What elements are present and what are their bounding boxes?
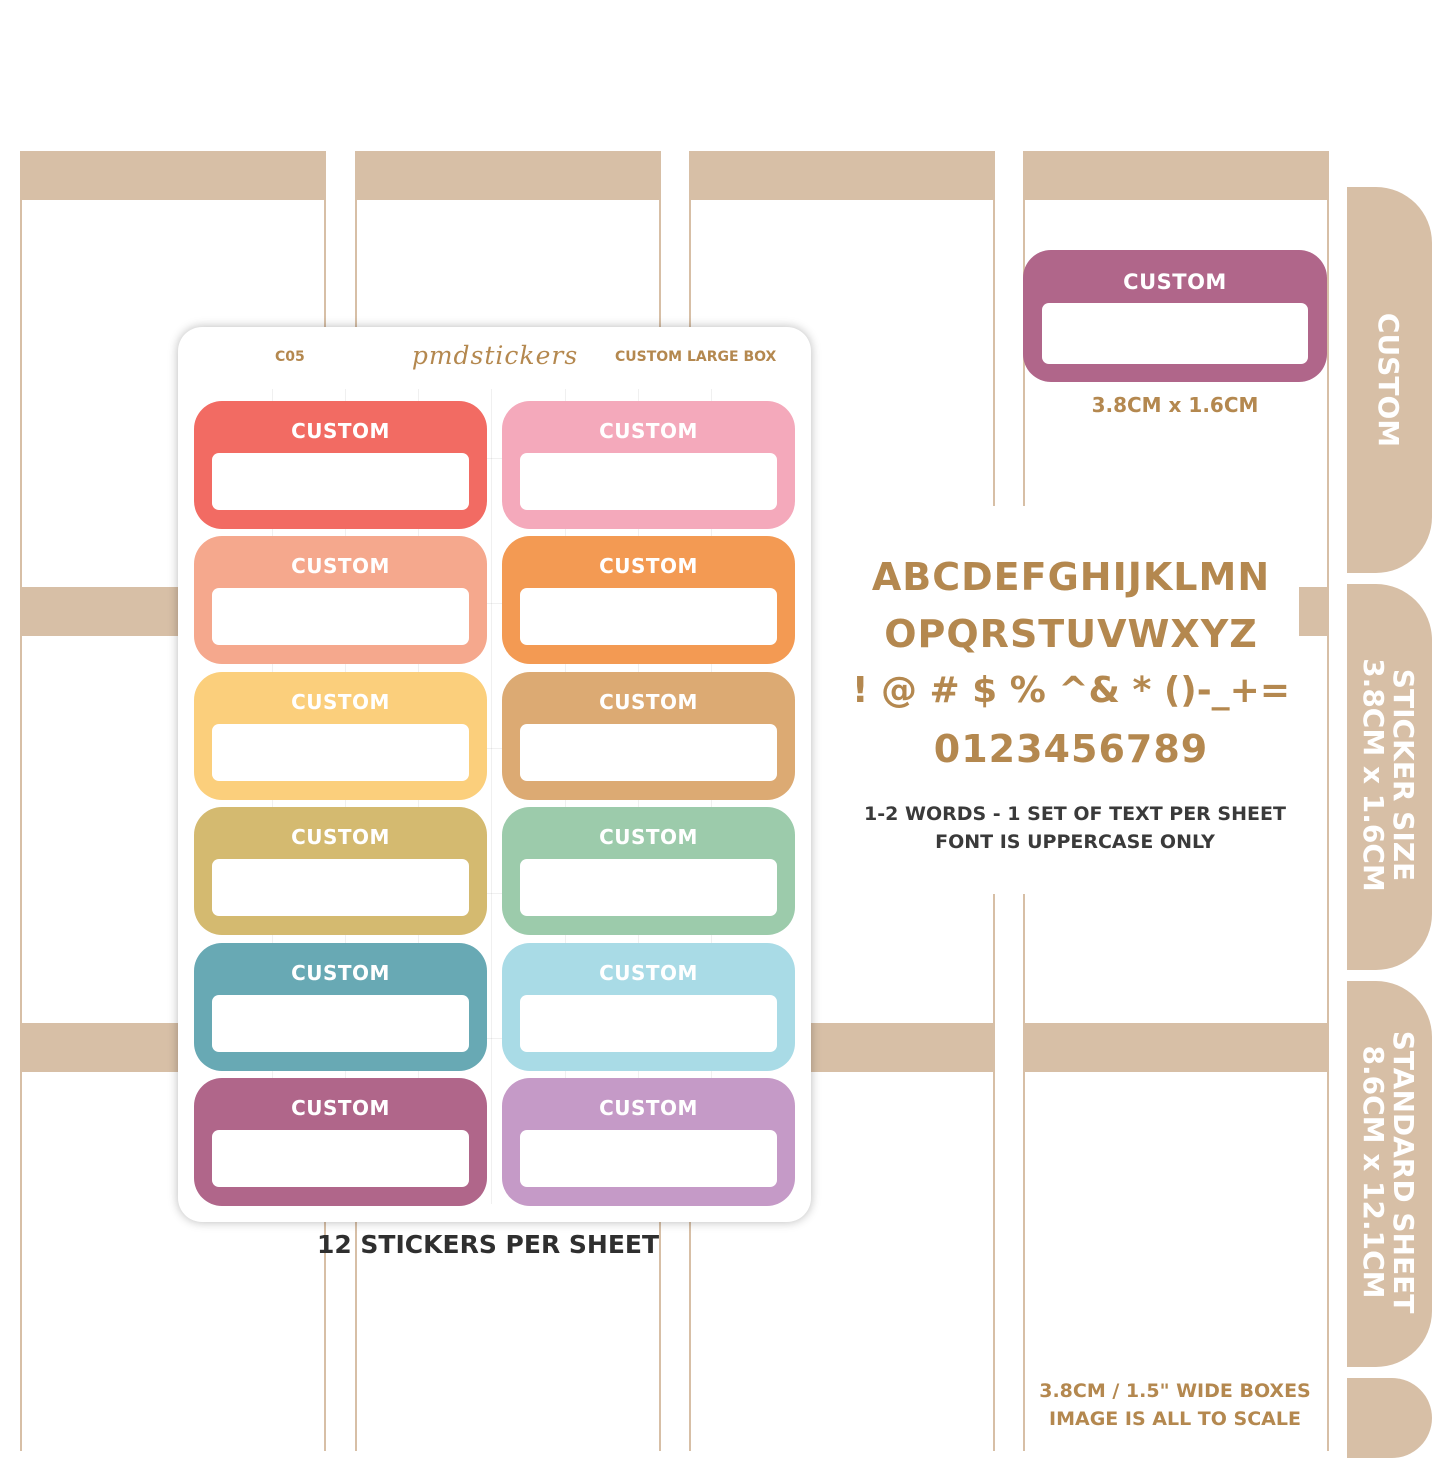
column-band bbox=[1023, 1023, 1329, 1072]
sample-sticker-window bbox=[1042, 303, 1308, 364]
sticker-11 bbox=[194, 1078, 487, 1206]
sticker-write-area bbox=[212, 1130, 469, 1187]
sheet-name: CUSTOM LARGE BOX bbox=[615, 349, 777, 365]
sticker-label: CUSTOM bbox=[291, 961, 390, 985]
sticker-label: CUSTOM bbox=[599, 961, 698, 985]
sheet-code: C05 bbox=[275, 349, 305, 365]
sample-sticker-label: CUSTOM bbox=[1123, 270, 1227, 294]
sticker-write-area bbox=[520, 724, 777, 781]
sticker-7 bbox=[194, 807, 487, 935]
sticker-3 bbox=[194, 536, 487, 664]
column-header-band bbox=[689, 151, 995, 200]
sticker-5 bbox=[194, 672, 487, 800]
sticker-label: CUSTOM bbox=[291, 690, 390, 714]
font-preview-line-2: OPQRSTUVWXYZ bbox=[884, 612, 1258, 656]
tab-custom-text: CUSTOM bbox=[1372, 312, 1405, 448]
footer-line-2: IMAGE IS ALL TO SCALE bbox=[1049, 1408, 1301, 1430]
sample-sticker bbox=[1023, 250, 1327, 382]
stickers-per-sheet-caption: 12 STICKERS PER SHEET bbox=[316, 1230, 660, 1259]
sticker-10 bbox=[502, 943, 795, 1071]
sticker-sheet bbox=[178, 327, 811, 1222]
sticker-label: CUSTOM bbox=[291, 419, 390, 443]
sticker-9 bbox=[194, 943, 487, 1071]
column-header-band bbox=[355, 151, 661, 200]
font-note-line-2: FONT IS UPPERCASE ONLY bbox=[935, 831, 1215, 853]
side-tab-extra bbox=[1347, 1378, 1432, 1458]
sticker-write-area bbox=[520, 1130, 777, 1187]
sticker-label: CUSTOM bbox=[599, 690, 698, 714]
tab-standard-sheet-value: 8.6CM x 12.1CM bbox=[1357, 1045, 1390, 1299]
tab-standard-sheet-title: STANDARD SHEET bbox=[1387, 1030, 1420, 1314]
sticker-label: CUSTOM bbox=[291, 1096, 390, 1120]
sticker-label: CUSTOM bbox=[599, 419, 698, 443]
brand-logo: pmdstickers bbox=[411, 341, 579, 370]
font-note-line-1: 1-2 WORDS - 1 SET OF TEXT PER SHEET bbox=[864, 803, 1286, 825]
sticker-2 bbox=[502, 401, 795, 529]
sticker-12 bbox=[502, 1078, 795, 1206]
sticker-label: CUSTOM bbox=[291, 554, 390, 578]
sticker-6 bbox=[502, 672, 795, 800]
sticker-write-area bbox=[212, 588, 469, 645]
column-header-band bbox=[1023, 151, 1329, 200]
sticker-4 bbox=[502, 536, 795, 664]
sticker-label: CUSTOM bbox=[599, 554, 698, 578]
sticker-write-area bbox=[520, 588, 777, 645]
sticker-write-area bbox=[212, 995, 469, 1052]
tab-sticker-size-title: STICKER SIZE bbox=[1387, 668, 1420, 882]
column-header-band bbox=[20, 151, 326, 200]
sticker-8 bbox=[502, 807, 795, 935]
sticker-write-area bbox=[212, 724, 469, 781]
sticker-label: CUSTOM bbox=[599, 1096, 698, 1120]
tab-sticker-size-value: 3.8CM x 1.6CM bbox=[1357, 658, 1390, 892]
sticker-write-area bbox=[520, 995, 777, 1052]
footer-line-1: 3.8CM / 1.5" WIDE BOXES bbox=[1039, 1380, 1311, 1402]
font-preview-line-3: ! @ # $ % ^& * ()-_+= bbox=[852, 670, 1290, 711]
sample-size-label: 3.8CM x 1.6CM bbox=[1091, 393, 1259, 417]
font-preview-line-4: 0123456789 bbox=[933, 727, 1209, 771]
font-preview-line-1: ABCDEFGHIJKLMN bbox=[871, 555, 1271, 599]
sticker-write-area bbox=[212, 859, 469, 916]
sticker-1 bbox=[194, 401, 487, 529]
sticker-write-area bbox=[212, 453, 469, 510]
sticker-label: CUSTOM bbox=[599, 825, 698, 849]
sticker-write-area bbox=[520, 859, 777, 916]
sticker-label: CUSTOM bbox=[291, 825, 390, 849]
sticker-write-area bbox=[520, 453, 777, 510]
